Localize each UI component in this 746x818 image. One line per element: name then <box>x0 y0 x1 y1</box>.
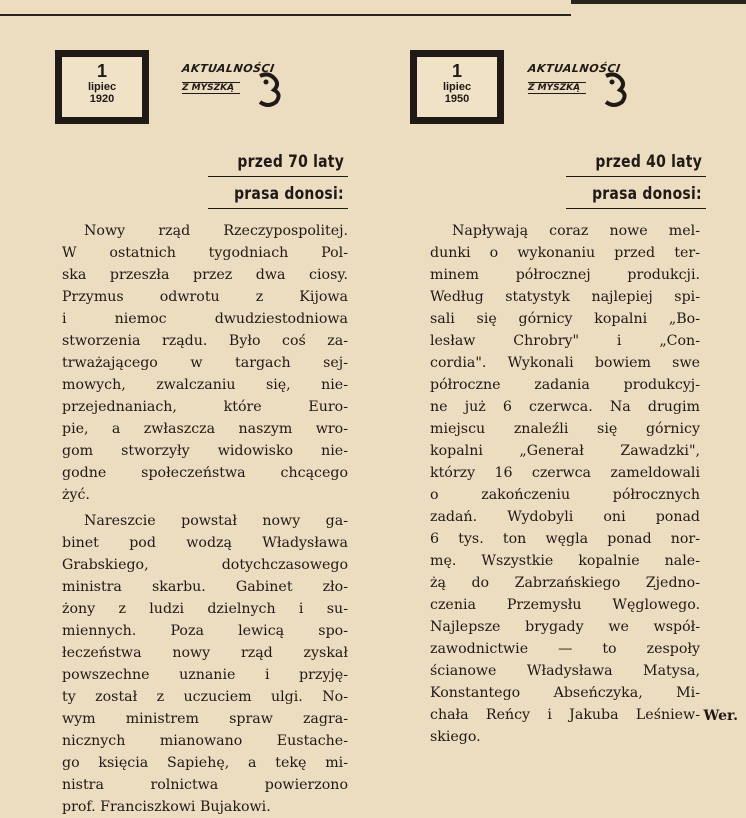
date-box <box>410 50 504 124</box>
text-line: sali się górnicy kopalni „Bo- <box>430 311 700 327</box>
text-line: i niemoc dwudziestodniowa <box>62 311 348 327</box>
article-body <box>62 220 348 818</box>
top-rule-right <box>571 0 746 4</box>
top-rule <box>0 0 571 16</box>
text-line: Konstantego Abseńczyka, Mi- <box>430 685 700 701</box>
text-line: zadań. Wydobyli oni ponad <box>430 509 700 525</box>
logo-title: AKTUALNOŚCI <box>181 62 276 75</box>
text-line: nicznych mianowano Eustache- <box>62 733 348 749</box>
headline-rule <box>208 176 348 177</box>
text-line: ścianowe Władysława Matysa, <box>430 663 700 679</box>
text-line: powszechne uznanie i przyję- <box>62 667 348 683</box>
text-line: Najlepsze brygady we współ- <box>430 619 700 635</box>
text-line: mę. Wszystkie kopalnie nale- <box>430 553 700 569</box>
headline-press-reports: prasa donosi: <box>234 184 344 204</box>
text-line: miennych. Poza lewicą spo- <box>62 623 348 639</box>
text-line: żony z ludzi dzielnych i su- <box>62 601 348 617</box>
logo-title: AKTUALNOŚCI <box>527 62 622 75</box>
mouse-icon <box>600 72 630 108</box>
logo-subtitle: Z MYSZKĄ <box>182 82 240 94</box>
text-line: miejscu znaleźli się górnicy <box>430 421 700 437</box>
text-line: żą do Zabrzańskiego Zjedno- <box>430 575 700 591</box>
text-line: Nareszcie powstał nowy ga- <box>84 513 348 529</box>
text-line: 6 tys. ton węgla ponad nor- <box>430 531 700 547</box>
text-line: ne już 6 czerwca. Na drugim <box>430 399 700 415</box>
text-line: go księcia Sapiehę, a tekę mi- <box>62 755 348 771</box>
text-line: stworzenia rządu. Było coś za- <box>62 333 348 349</box>
headline-rule <box>566 208 706 209</box>
article-body <box>430 220 700 748</box>
mouse-icon <box>254 72 284 108</box>
date-month: lipiec <box>442 81 472 93</box>
text-line: godne społeczeństwa chcącego <box>62 465 348 481</box>
text-line: Grabskiego, dotychczasowego <box>62 557 348 573</box>
text-line: prof. Franciszkowi Bujakowi. <box>62 799 271 815</box>
text-line: ministra skarbu. Gabinet zło- <box>62 579 348 595</box>
text-line: pie, a zwłaszcza naszym wro- <box>62 421 348 437</box>
text-line: zawodnictwie — to zespoły <box>430 641 700 657</box>
text-line: binet pod wodzą Władysława <box>62 535 348 551</box>
text-line: Napływają coraz nowe mel- <box>452 223 700 239</box>
text-line: o zakończeniu półrocznych <box>430 487 700 503</box>
column-logo <box>182 62 292 116</box>
text-line: chała Reńcy i Jakuba Leśniew- <box>430 707 700 723</box>
text-line: dunki o wykonaniu przed ter- <box>430 245 700 261</box>
text-line: cordia". Wykonali bowiem swe <box>430 355 700 371</box>
headline-years-ago: przed 70 laty <box>237 152 344 172</box>
text-line: lesław Chrobry" i „Con- <box>430 333 700 349</box>
headline-press-reports: prasa donosi: <box>592 184 702 204</box>
text-line: skiego. <box>430 729 481 745</box>
text-line: wym ministrem spraw zagra- <box>62 711 348 727</box>
headline-rule <box>208 208 348 209</box>
date-year: 1950 <box>444 93 470 105</box>
text-line: półroczne zadania produkcyj- <box>430 377 700 393</box>
text-line: Nowy rząd Rzeczypospolitej. <box>84 223 348 239</box>
headline-rule <box>566 176 706 177</box>
text-line: którzy 16 czerwca zameldowali <box>430 465 700 481</box>
date-day: 1 <box>96 61 107 81</box>
date-day: 1 <box>451 61 462 81</box>
text-line: przejednaniach, które Euro- <box>62 399 348 415</box>
date-year: 1920 <box>89 93 115 105</box>
author-signature: Wer. <box>703 708 738 724</box>
text-line: trważającego w targach sej- <box>62 355 348 371</box>
text-line: gom stworzyły widowisko nie- <box>62 443 348 459</box>
text-line: mowych, zwalczaniu się, nie- <box>62 377 348 393</box>
logo-subtitle: Z MYSZKĄ <box>528 82 586 94</box>
text-line: Przymus odwrotu z Kijowa <box>62 289 348 305</box>
text-line: Według statystyk najlepiej spi- <box>430 289 700 305</box>
date-box <box>55 50 149 124</box>
headline-years-ago: przed 40 laty <box>595 152 702 172</box>
text-line: czenia Przemysłu Węglowego. <box>430 597 700 613</box>
text-line: minem półrocznej produkcji. <box>430 267 700 283</box>
text-line: kopalni „Generał Zawadzki", <box>430 443 700 459</box>
text-line: W ostatnich tygodniach Pol- <box>62 245 348 261</box>
text-line: ty został z uczuciem ulgi. No- <box>62 689 348 705</box>
text-line: ska przeszła przez dwa ciosy. <box>62 267 348 283</box>
text-line: łeczeństwa nowy rząd zyskał <box>62 645 348 661</box>
date-month: lipiec <box>87 81 117 93</box>
text-line: nistra rolnictwa powierzono <box>62 777 348 793</box>
text-line: żyć. <box>62 487 90 503</box>
column-logo <box>528 62 638 116</box>
